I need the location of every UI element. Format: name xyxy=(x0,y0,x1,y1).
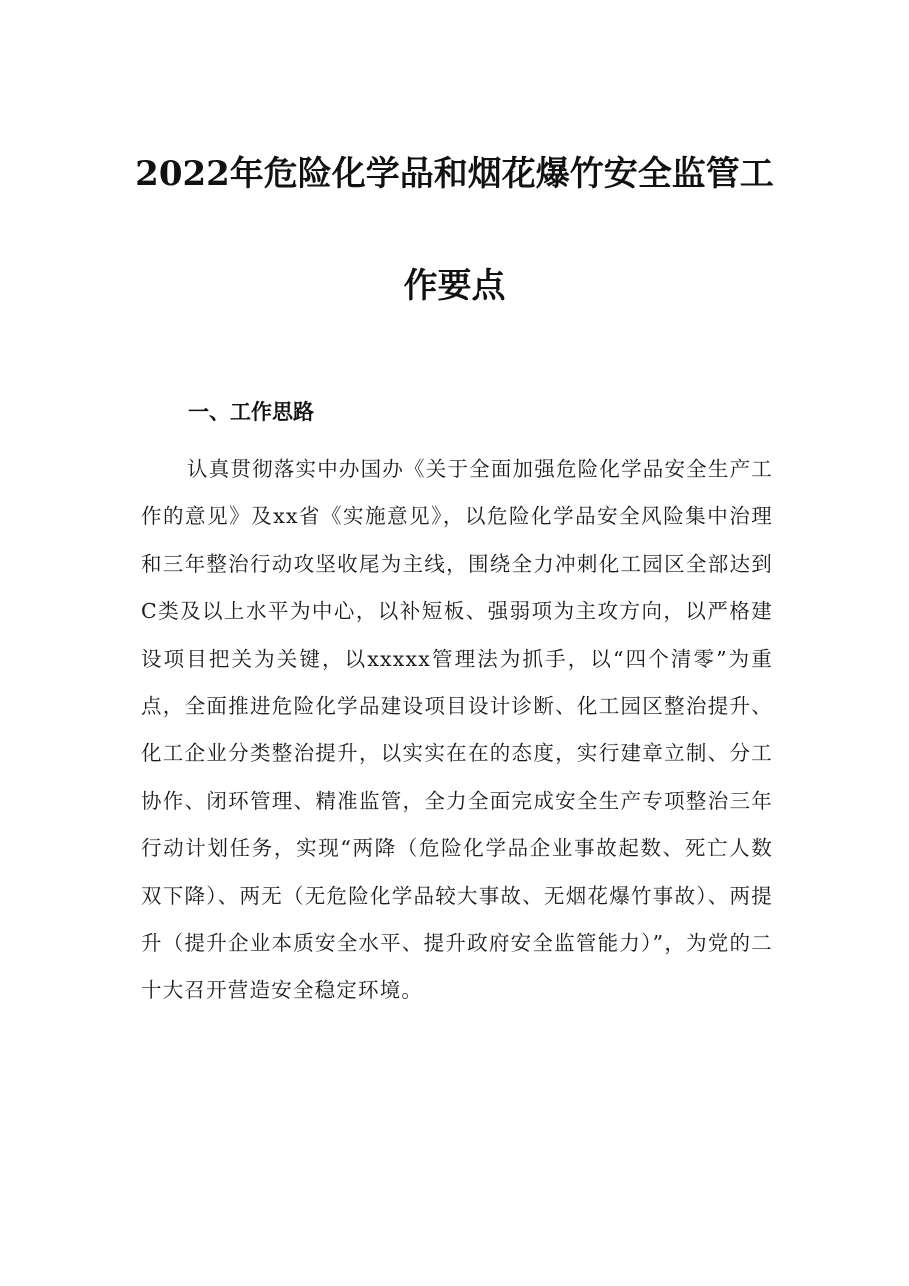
document-title-line-2: 作要点 xyxy=(403,266,506,306)
document-title-line-1: 2022年危险化学品和烟花爆竹安全监管工 xyxy=(135,154,774,194)
body-paragraph: 认真贯彻落实中办国办《关于全面加强危险化学品安全生产工作的意见》及xx省《实施意见》，以危险化学品安全风险集中治理和三年整治行动攻坚收尾为主线，围绕全力冲刺化工园区全部达到C类及以上水平为中心，以补短板、强弱项为主攻方向，以严格建设项目把关为关键，以xxxxx管理法为抓手，以“四个清零”为重点，全面推进危险化学品建设项目设计诊断、化工园区整治提升、化工企业分类整治提升，以实实在在的态度，实行建章立制、分工协作、闭环管理、精准监管，全力全面完成安全生产专项整治三年行动计划任务，实现“两降（危险化学品企业事故起数、死亡人数双下降）、两无（无危险化学品较大事故、无烟花爆竹事故）、两提升（提升企业本质安全水平、提升政府安全监管能力）”，为党的二十大召开营造安全稳定环境。 xyxy=(141,457,773,1003)
section-heading: 一、工作思路 xyxy=(188,400,314,424)
